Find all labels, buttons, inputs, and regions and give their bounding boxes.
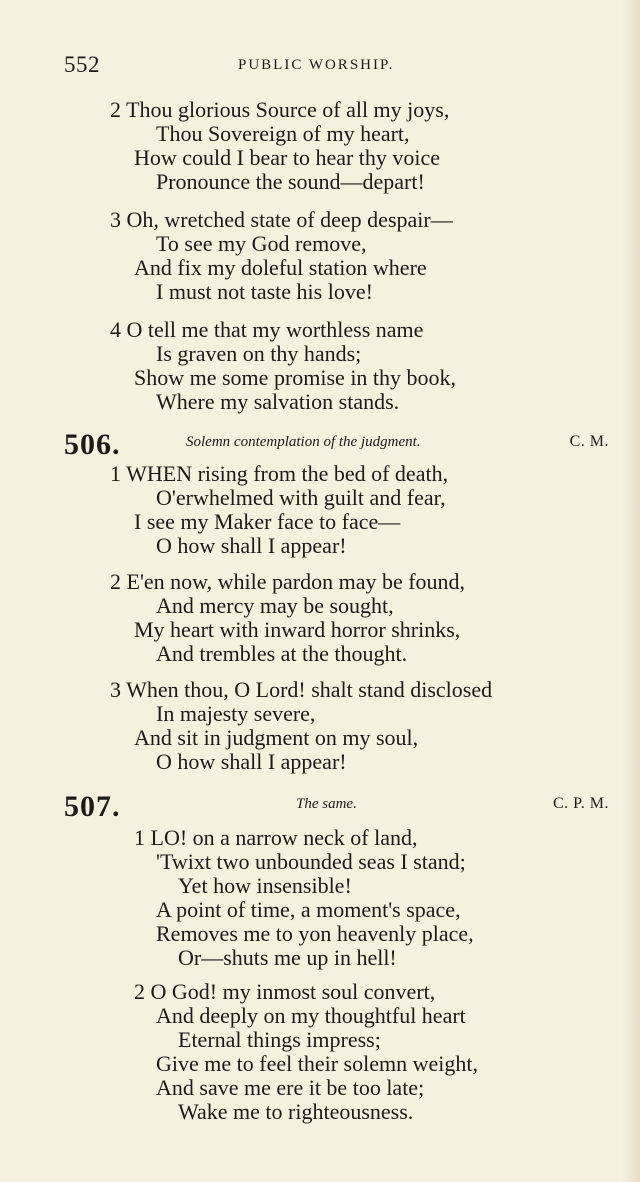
verse-line: Thou Sovereign of my heart, [156,121,410,146]
verse-line: 'Twixt two unbounded seas I stand; [156,849,466,874]
hymn-meter: C. P. M. [552,795,609,812]
verse-line: And deeply on my thoughtful heart [156,1003,466,1028]
hymn-meter: C. M. [569,433,609,450]
verse-line: Is graven on thy hands; [156,341,362,366]
hymn-title: The same. [296,796,357,812]
verse-line: Eternal things impress; [178,1027,381,1052]
verse-line: 2 O God! my inmost soul convert, [134,979,436,1004]
verse-line: And save me ere it be too late; [156,1075,425,1100]
page-edge-shadow [622,0,640,1182]
page-number: 552 [64,52,100,77]
verse-line: O how shall I appear! [156,749,347,774]
verse-line: 2 Thou glorious Source of all my joys, [110,97,450,122]
verse-line: Or—shuts me up in hell! [178,945,397,970]
verse-line: O'erwhelmed with guilt and fear, [156,485,446,510]
verse-line: How could I bear to hear thy voice [134,145,441,170]
verse-line: And fix my doleful station where [134,255,427,280]
hymn-heading [64,790,609,823]
verse-line: O how shall I appear! [156,533,347,558]
verse-line: To see my God remove, [156,231,367,256]
verse-line: I see my Maker face to face— [134,509,401,534]
verse-line: 1 LO! on a narrow neck of land, [134,825,418,850]
hymn-number: 507. [64,790,121,823]
verse-line: And sit in judgment on my soul, [134,725,419,750]
verse-line: 3 When thou, O Lord! shalt stand disclosed [110,677,493,702]
hymn-number: 506. [64,428,121,461]
verse-line: Pronounce the sound—depart! [156,169,425,194]
verse-line: And mercy may be sought, [156,593,394,618]
verse-line: And trembles at the thought. [156,641,408,666]
verse-line: 3 Oh, wretched state of deep despair— [110,207,453,232]
hymn-heading [64,428,609,461]
verse-line: Wake me to righteousness. [178,1099,414,1124]
verse-line: I must not taste his love! [156,279,373,304]
verse-line: My heart with inward horror shrinks, [134,617,461,642]
verse-line: Give me to feel their solemn weight, [156,1051,478,1076]
page-header [64,52,609,82]
verse-line: Removes me to yon heavenly place, [156,921,474,946]
verse-line: 4 O tell me that my worthless name [110,317,424,342]
verse-line: 1 WHEN rising from the bed of death, [110,461,449,486]
verse-line: 2 E'en now, while pardon may be found, [110,569,466,594]
verse-line: Where my salvation stands. [156,389,400,414]
verse-line: Show me some promise in thy book, [134,365,457,390]
verse-line: Yet how insensible! [178,873,352,898]
running-title: PUBLIC WORSHIP. [238,57,395,73]
verse-line: A point of time, a moment's space, [156,897,461,922]
hymn-title: Solemn contemplation of the judgment. [186,434,421,450]
verse-line: In majesty severe, [156,701,316,726]
